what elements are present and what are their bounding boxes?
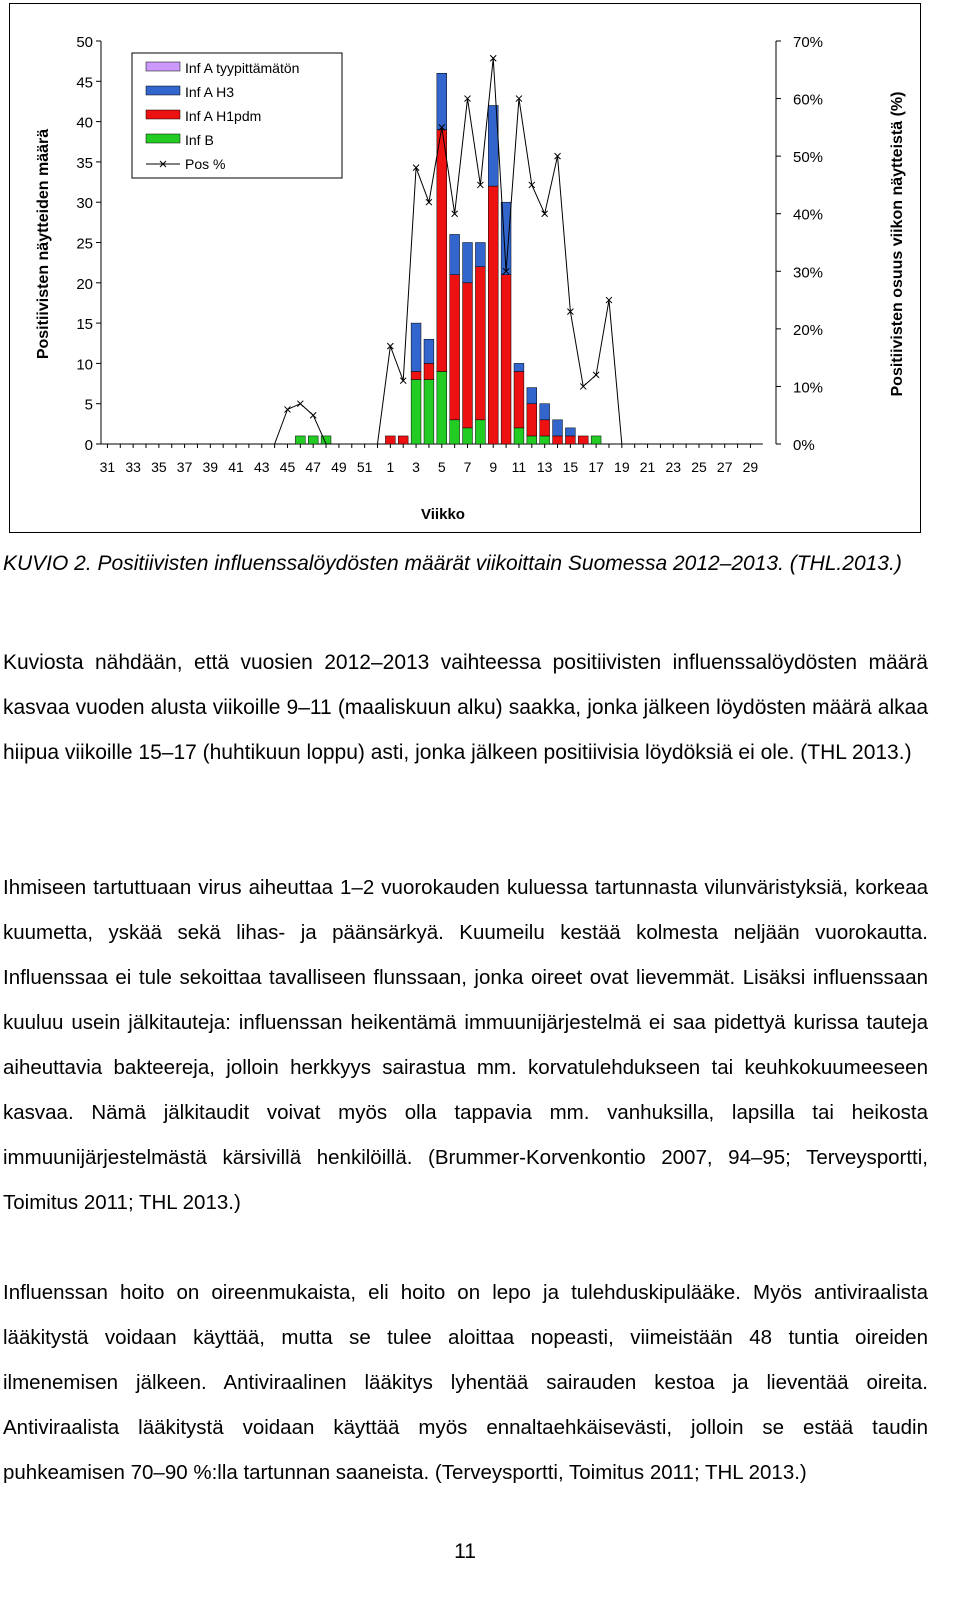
legend-label: Inf B xyxy=(185,132,214,148)
bar-segment xyxy=(565,436,575,444)
x-tick-label: 37 xyxy=(176,459,193,475)
bar-segment xyxy=(565,428,575,436)
y-axis-title-left: Positiivisten näytteiden määrä xyxy=(35,128,52,360)
x-tick-label: 43 xyxy=(253,459,270,475)
x-tick-label: 17 xyxy=(588,459,604,475)
paragraph-2: Ihmiseen tartuttuaan virus aiheuttaa 1–2 vuorokauden kuluessa tartunnasta vilunväristyksiä, korkeaa kuumetta, yskää sekä lihas- ja päänsärkyä. Kuumeilu kestää kolmesta neljään vuorokautta. Influenssaa ei tule sekoittaa tavalliseen flunssaan, jonka oireet ovat lievemmät. Lisäksi influenssaan kuuluu usein jälkitauteja: influenssan heikentämä immuunijärjestelmä ei saa pidettyä kurissa tauteja aiheuttavia bakteereja, jolloin herkkyys sairastua mm. korvatulehdukseen tai keuhkokuumeeseen kasvaa. Nämä jälkitaudit voivat myös olla tappavia mm. vanhuksilla, lapsilla tai heikosta immuunijärjestelmästä kärsivillä henkilöillä. (Brummer-Korvenkontio 2007, 94–95; Terveysportti, Toimitus 2011; THL 2013.) xyxy=(3,876,928,1214)
y-tick-label-left: 35 xyxy=(76,154,93,172)
legend-swatch xyxy=(146,86,180,95)
legend-label: Inf A H1pdm xyxy=(185,108,262,124)
paragraph-3: Influenssan hoito on oireenmukaista, eli hoito on lepo ja tulehduskipulääke. Myös antiviraalista lääkitystä voidaan käyttää, mutta se tulee aloittaa nopeasti, viimeistään 48 tuntia oireiden ilmenemisen jälkeen. Antiviraalinen lääkitys lyhentää sairauden kestoa ja lieventää oireita. Antiviraalista lääkitystä voidaan käyttää myös ennaltaehkäisevästi, jolloin se estää taudin puhkeamisen 70–90 %:lla tartunnan saaneista. (Terveysportti, Toimitus 2011; THL 2013.) xyxy=(3,1281,928,1484)
bar-segment xyxy=(488,186,498,444)
x-tick-label: 29 xyxy=(742,459,759,475)
x-tick-label: 33 xyxy=(125,459,141,475)
y-tick-label-left: 20 xyxy=(76,275,93,293)
bar-segment xyxy=(578,436,588,444)
bar-segment xyxy=(475,420,485,444)
bar-segment xyxy=(437,371,447,444)
legend-swatch xyxy=(146,134,180,143)
influenza-chart xyxy=(9,3,921,533)
pos-percent-point xyxy=(297,401,303,407)
x-tick-label: 47 xyxy=(305,459,321,475)
legend-label: Pos % xyxy=(185,156,226,172)
y-tick-label-right: 40% xyxy=(793,206,824,224)
figure-caption: KUVIO 2. Positiivisten influenssalöydösten määrät viikoittain Suomessa 2012–2013. (THL.2013.) xyxy=(3,552,902,575)
y-tick-label-right: 70% xyxy=(793,34,824,51)
bar-segment xyxy=(527,404,537,436)
bar-segment xyxy=(308,436,318,444)
y-tick-label-left: 15 xyxy=(76,316,93,334)
y-tick-label-left: 45 xyxy=(76,74,93,92)
bar-segment xyxy=(514,371,524,427)
y-tick-label-left: 10 xyxy=(76,356,93,374)
y-tick-label-left: 30 xyxy=(76,195,93,213)
bar-segment xyxy=(450,420,460,444)
x-tick-label: 13 xyxy=(536,459,553,475)
paragraph-1: Kuviosta nähdään, että vuosien 2012–2013 vaihteessa positiivisten influenssalöydösten määrä kasvaa vuoden alusta viikoille 9–11 (maaliskuun alku) saakka, jonka jälkeen löydösten määrä alkaa hiipua viikoille 15–17 (huhtikuun loppu) asti, jonka jälkeen positiivisia löydöksiä ei ole. (THL 2013.) xyxy=(3,651,928,764)
bar-segment xyxy=(514,428,524,444)
chart-svg xyxy=(10,4,920,532)
bar-segment xyxy=(591,436,601,444)
bar-segment xyxy=(411,371,421,379)
y-tick-label-left: 0 xyxy=(84,437,93,454)
bar-segment xyxy=(398,436,408,444)
bar-segment xyxy=(514,363,524,371)
legend-label: Inf A tyypittämätön xyxy=(185,60,300,76)
bar-segment xyxy=(424,380,434,444)
bar-segment xyxy=(424,363,434,379)
bar-segment xyxy=(437,130,447,372)
pos-percent-point xyxy=(284,406,290,412)
bar-segment xyxy=(424,339,434,363)
x-tick-label: 7 xyxy=(463,459,472,475)
y-tick-label-right: 60% xyxy=(793,91,824,109)
x-tick-label: 15 xyxy=(562,459,579,475)
x-tick-label: 1 xyxy=(386,459,395,475)
bar-segment xyxy=(540,436,550,444)
x-tick-label: 39 xyxy=(202,459,219,475)
x-tick-label: 23 xyxy=(665,459,682,475)
y-tick-label-right: 20% xyxy=(793,321,824,339)
bar-segment xyxy=(463,243,473,283)
x-tick-label: 19 xyxy=(614,459,630,475)
bar-segment xyxy=(553,420,563,436)
legend-swatch xyxy=(146,110,180,119)
legend-swatch xyxy=(146,62,180,71)
bar-segment xyxy=(295,436,305,444)
x-axis-title: Viikko xyxy=(421,506,465,523)
y-tick-label-left: 25 xyxy=(76,235,93,253)
bar-segment xyxy=(475,267,485,420)
x-tick-label: 9 xyxy=(489,459,498,475)
bar-segment xyxy=(437,73,447,129)
x-tick-label: 21 xyxy=(639,459,656,475)
x-tick-label: 49 xyxy=(331,459,347,475)
bar-segment xyxy=(411,323,421,371)
y-tick-label-left: 5 xyxy=(84,396,93,414)
x-tick-label: 35 xyxy=(151,459,167,475)
bar-segment xyxy=(553,436,563,444)
x-tick-label: 25 xyxy=(691,459,707,475)
x-tick-label: 45 xyxy=(279,459,296,475)
bar-segment xyxy=(450,275,460,420)
pos-percent-point xyxy=(310,412,316,418)
y-tick-label-right: 50% xyxy=(793,149,824,167)
bar-segment xyxy=(463,283,473,428)
y-axis-title-right: Positiivisten osuus viikon näytteistä (%) xyxy=(889,91,906,397)
y-tick-label-right: 30% xyxy=(793,264,824,282)
x-tick-label: 5 xyxy=(437,459,446,475)
y-tick-label-right: 10% xyxy=(793,379,824,397)
y-tick-label-left: 50 xyxy=(76,34,93,51)
bar-segment xyxy=(527,436,537,444)
bar-segment xyxy=(411,380,421,444)
bar-segment xyxy=(475,243,485,267)
bar-segment xyxy=(501,275,511,444)
x-tick-label: 3 xyxy=(412,459,420,475)
x-tick-label: 27 xyxy=(716,459,733,475)
y-tick-label-right: 0% xyxy=(793,437,815,454)
bar-segment xyxy=(450,234,460,274)
x-tick-label: 51 xyxy=(356,459,373,475)
bar-segment xyxy=(385,436,395,444)
legend-label: Inf A H3 xyxy=(185,84,235,100)
y-tick-label-left: 40 xyxy=(76,114,93,132)
bar-segment xyxy=(463,428,473,444)
x-tick-label: 31 xyxy=(99,459,116,475)
bar-segment xyxy=(540,420,550,436)
bar-segment xyxy=(540,404,550,420)
x-tick-label: 41 xyxy=(228,459,244,475)
page-number: 11 xyxy=(454,1540,476,1563)
bar-segment xyxy=(527,388,537,404)
x-tick-label: 11 xyxy=(511,459,527,475)
